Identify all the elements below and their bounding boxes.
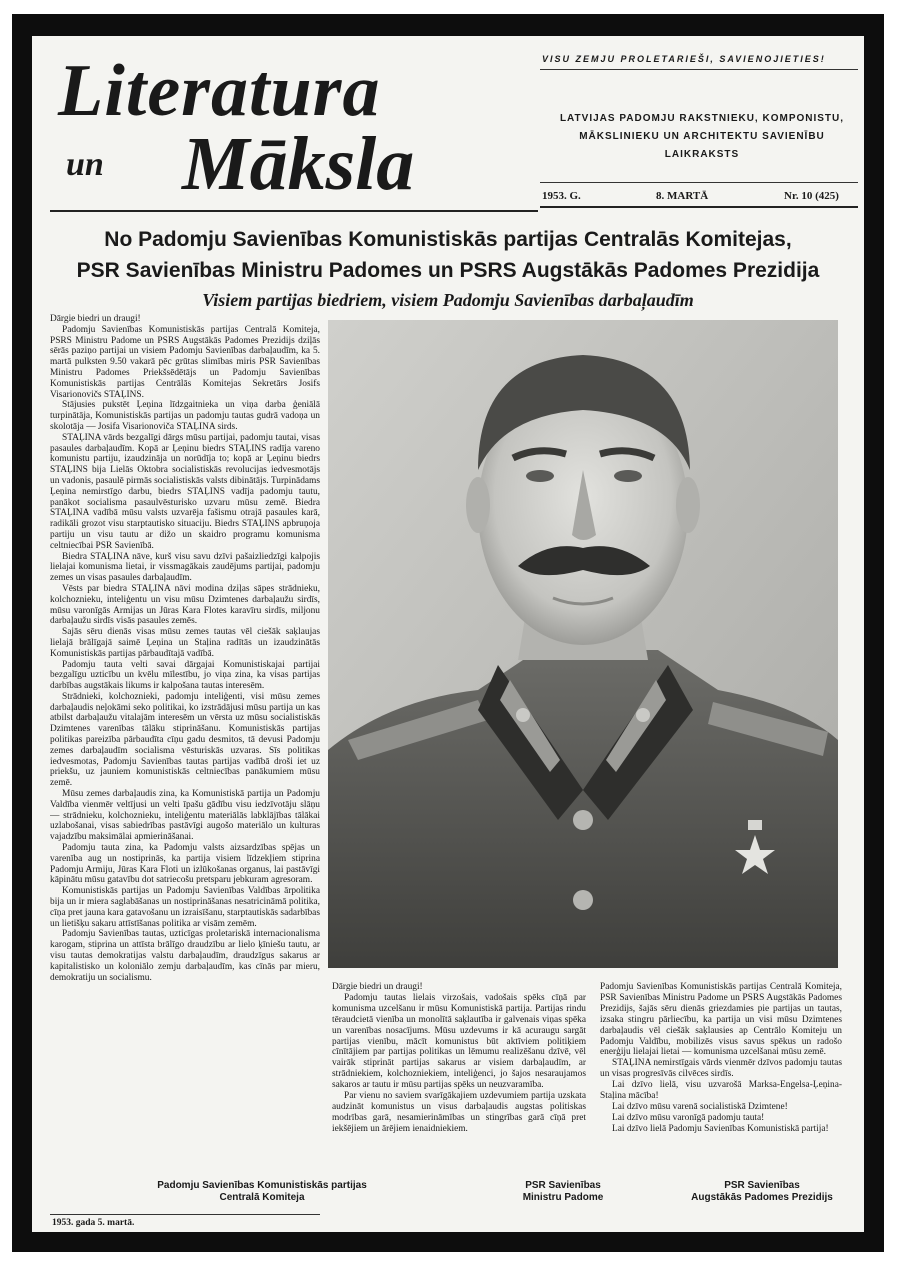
issue-date: 8. MARTĀ — [656, 190, 709, 202]
headline-line: No Padomju Savienības Komunistiskās partijas Centralās Komitejas, — [104, 228, 792, 251]
signature-line: Augstākās Padomes Prezidijs — [691, 1192, 833, 1203]
signature-presidium — [662, 1180, 862, 1204]
paragraph: Lai dzīvo mūsu varenā socialistiskā Dzimtene! — [612, 1101, 788, 1112]
paragraph: Lai dzīvo lielā Padomju Savienības Komunistiskā partija! — [612, 1123, 829, 1134]
paragraph: Padomju Savienības tautas, uzticīgas proletariskā internacionalisma karogam, stiprina un attīsta brālīgo draudzību ar lielo ķīniešu tautu, ar visu tautas demokratijas valstu darbaļaudīm, draudzīgus sakarus ar kapitalistisko un koloniālo zemju darbaļaudīm, kas cīnās par mieru, demokratiju un socialismu. — [50, 929, 320, 983]
left-article-column — [50, 314, 320, 1166]
motto-rule — [540, 69, 858, 70]
subheadline: Visiem partijas biedriem, visiem Padomju Savienības darbaļaudīm — [202, 290, 694, 310]
masthead-title-un: un — [66, 146, 104, 183]
paragraph: Padomju tautas lielais virzošais, vadošais spēks cīņā par komunisma uzcelšanu ir mūsu Komunistiskā partija. Partijas rindu tēraudcietā vienība un monolītā saķlautība ir galvenais viņas spēka un varenības nosacījums. Mūsu uzdevums ir kā acuraugu sargāt partijas vienību, mācīt komunistus būt aktīviem politiķiem cīnītājiem par partijas politikas un lēmumu realizēšanu dzīvē, vēl vairāk stiprināt partijas sakarus ar visiem darbaļaudīm, ar strādniekiem, kolchozniekiem, inteliģenci, jo šajos nesaraujamos sakaros ar tautu ir mūsu partijas spēks un neuzvaramība. — [332, 992, 586, 1091]
paragraph: Vēsts par biedra STAĻINA nāvi modina dziļas sāpes strādnieku, kolchoznieku, inteliģentu un visu mūsu Dzimtenes darbaļaužu sirdīs, mūsu varonīgās Armijas un Jūras Kara Flotes karavīru sirdīs, miljonu darbaļaužu sirdīs visās pasaules zemēs. — [50, 583, 320, 627]
paragraph: Padomju Savienības Komunistiskās partijas Centralā Komiteja, PSR Savienības Ministru Padome un PSRS Augstākās Padomes Prezidijs, šajās sēru dienās griezdamies pie partijas un tautas, izsaka stingru pārliecību, ka partija un visi mūsu Dzimtenes darbaļaudis vēl ciešāk saķlausies ap Centrālo Komiteju un Padomju Valdību, mobilizēs visus savus spēkus un radošo enerģiju lielajai lietai — komunisma uzcelšanai mūsu zemē. — [600, 982, 842, 1058]
paragraph: Stājusies pukstēt Ļeņina līdzgaitnieka un viņa darba ģeniālā turpinātāja, Komunistiskās partijas un padomju tautas gudrā vadoņa un skolotāja — Josifa Visarionoviča STAĻINA sirds. — [50, 400, 320, 432]
publisher-line: MĀKSLINIEKU UN ARCHITEKTU SAVIENĪBU — [579, 131, 825, 142]
footer-date: 1953. gada 5. martā. — [52, 1218, 135, 1228]
paragraph: Par vienu no saviem svarīgākajiem uzdevumiem partija uzskata audzināt komunistus un visus darbaļaudis augstas politiskas modrības garā, nesamierināmības un stingrības garā cīņā pret iekšējiem un ārējiem ienaidniekiem. — [332, 1091, 586, 1134]
signature-central-committee — [152, 1180, 372, 1204]
paragraph: Dārgie biedri un draugi! — [332, 982, 423, 992]
portrait-photo — [328, 320, 838, 968]
paragraph: Strādnieki, kolchoznieki, padomju inteliģenti, visi mūsu zemes darbaļaudis neļokāmi seko politikai, ko izstrādājusi mūsu partija un kas atbilst darbaļaužu vitalajām interesēm un vērsta uz mūsu socialistiskās Dzimtenes varenības tālāku stiprināšanu. Komunistiskās partijas politikas pareizība pārbaudīta cīņu gadu desmitos, tā devusi Padomju zemes darbaļaudīm socialisma vēsturiskās uzvaras. Sīs politikas iedvesmotas, Padomju Savienības tautas partijas vadībā droši iet uz priekšu, uz jauniem komunistiskās celtniecības panākumiem mūsu zemē. — [50, 691, 320, 789]
headline-line: PSR Savienības Ministru Padomes un PSRS Augstākās Padomes Prezidija — [76, 259, 820, 282]
paragraph: Biedra STAĻINA nāve, kurš visu savu dzīvi pašaizliedzīgi kalpojis lielajai komunisma lietai, ir vissmagākais zaudējums partijai, padomju zemes un visas pasaules darbaļaudīm. — [50, 551, 320, 584]
masthead-rule — [50, 210, 538, 212]
issue-rule — [540, 206, 858, 208]
masthead-title-literatura: Literatura — [58, 50, 381, 132]
signature-line: Centralā Komiteja — [219, 1192, 305, 1203]
publisher-block — [552, 110, 852, 164]
paragraph: Komunistiskās partijas un Padomju Savienības Valdības ārpolitika bija un ir miera saglabāšanas un nostiprināšanas nesatricināmā politika, cīņa pret jauna kara gatavošanu un izraisīšanu, starptautiskās sadarbības un lietišķu sakaru attīstīšanas politika ar visām zemēm. — [50, 886, 320, 929]
footer-rule — [50, 1214, 320, 1215]
portrait-illustration — [328, 320, 838, 968]
newspaper-sheet — [12, 14, 884, 1252]
paragraph: STAĻINA nemirstīgais vārds vienmēr dzīvos padomju tautas un visas progresīvās cilvēces sirdīs. — [600, 1058, 842, 1080]
paragraph: Padomju Savienības Komunistiskās partijas Centralā Komiteja, PSRS Ministru Padome un PSRS Augstākās Padomes Prezidijs dziļās sērās paziņo partijai un visiem Padomju Savienības darbaļaudīm, ka 5. martā pulksten 9.50 vakarā pēc grūtas slimības miris PSR Savienības Ministru Padomes Priekšsēdētājs un Padomju Savienības Komunistiskās partijas Centrālās Komitejas Sekretārs Josifs Visarionovičs STAĻINS. — [50, 324, 320, 400]
newspaper-page — [32, 36, 864, 1232]
paragraph: STAĻINA vārds bezgalīgi dārgs mūsu partijai, padomju tautai, visas pasaules darbaļaudīm. Kopā ar Ļeņinu biedrs STAĻINS radīja vareno komunistu partiju, izaudzināja un norūdīja to; kopā ar Ļeņinu biedrs STAĻINS bija Lielās Oktobra socialistiskās revolucijas iedvesmotājs un vadonis, pasaulē pirmās socialistiskās valsts dibinātājs. Turpinādams Ļeņina nemirstīgo darbu, biedrs STAĻINS vadīja padomju tautu, panākot socialisma pasaulvēsturisko uzvaru mūsu zemē. Biedra STAĻINA vadībā mūsu valsts uzvarēja fašismu otrajā pasaules karā, radikāli grozot visu starptautisko situaciju. Biedrs STAĻINS apbruņoja partiju un visu tautu ar dižo un skaidro programu komunisma celtniecībai PSR Savienībā. — [50, 432, 320, 551]
signature-council-of-ministers — [498, 1180, 628, 1204]
right-article-column — [600, 982, 842, 1172]
masthead-motto: VISU ZEMJU PROLETARIEŠI, SAVIENOJIETIES! — [542, 54, 826, 64]
signature-line: PSR Savienības — [525, 1180, 601, 1191]
paragraph: Dārgie biedri un draugi! — [50, 314, 141, 324]
publisher-line: LATVIJAS PADOMJU RAKSTNIEKU, KOMPONISTU, — [559, 113, 845, 124]
signature-line: PSR Savienības — [724, 1180, 800, 1191]
paragraph: Lai dzīvo mūsu varonīgā padomju tauta! — [612, 1112, 765, 1123]
signature-line: Ministru Padome — [522, 1192, 604, 1203]
masthead-title-maksla: Māksla — [182, 122, 415, 206]
paragraph: Mūsu zemes darbaļaudis zina, ka Komunistiskā partija un Padomju Valdība vienmēr veltījusi un velti īpašu gādību visu iedzīvotāju slāņu — strādnieku, kolchoznieku, inteliģentu materiālās labklājības tālākai uzlabošanai, visas sabiedrības pastāvīgi augošo materiālo un kulturas vajadzību maksimālai apmierināšanai. — [50, 789, 320, 843]
issue-number: Nr. 10 (425) — [784, 190, 839, 202]
issue-year: 1953. G. — [542, 190, 581, 202]
issue-rule — [540, 182, 858, 183]
paragraph: Padomju tauta zina, ka Padomju valsts aizsardzības spējas un varenība aug un nostiprinās, ka partija visiem līdzekļiem stiprina Padomju Armiju, Jūras Kara Floti un izlūkošanas organus, lai pastāvīgi kāpinātu mūsu gatavību dot satriecošu pretsparu jebkuram agresoram. — [50, 843, 320, 886]
headline — [42, 224, 854, 286]
signature-line: Padomju Savienības Komunistiskās partijas — [157, 1180, 367, 1191]
paragraph: Lai dzīvo lielā, visu uzvarošā Marksa-Engelsa-Ļeņina-Staļina mācība! — [600, 1080, 842, 1102]
paragraph: Padomju tauta velti savai dārgajai Komunistiskajai partijai bezgalīgu uzticību un kvēlu mīlestību, jo viņa zina, ka visas partijas darbības augstākais likums ir kalpošana tautas interesēm. — [50, 659, 320, 692]
paragraph: Sajās sēru dienās visas mūsu zemes tautas vēl ciešāk saķlaujas lielajā brālīgajā saimē Ļeņina un Staļina radītās un izaudzinātās Komunistiskās partijas pārbaudītajā vadībā. — [50, 627, 320, 659]
publisher-line: LAIKRAKSTS — [664, 149, 740, 160]
middle-article-column — [332, 982, 586, 1172]
